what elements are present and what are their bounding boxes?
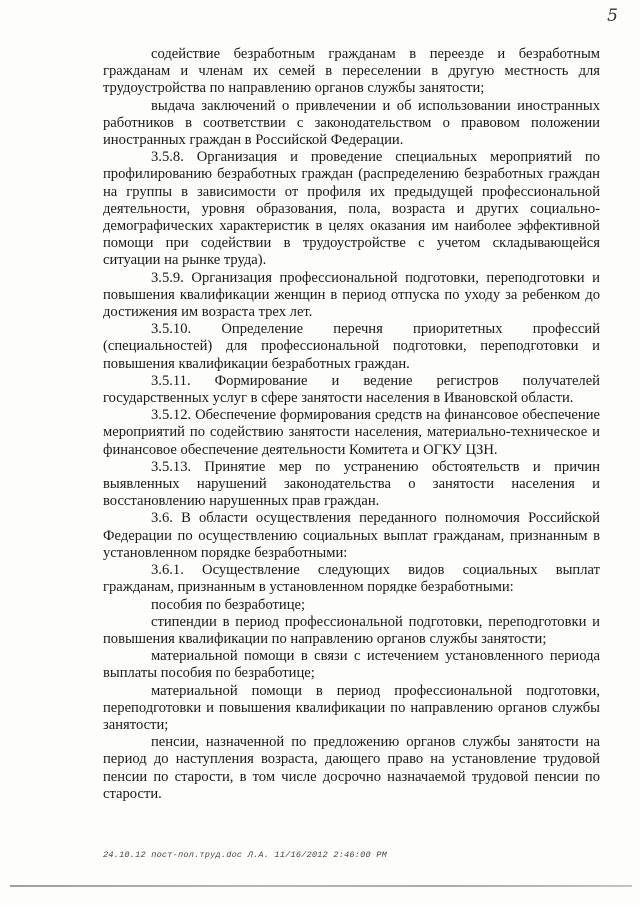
paragraph: материальной помощи в период профессиональной подготовки, переподготовки и повышения квалификации по направлению органов службы занятости;: [103, 682, 600, 733]
paragraph: стипендии в период профессиональной подготовки, переподготовки и повышения квалификации по направлению органов службы занятости;: [103, 613, 600, 647]
paragraph: 3.5.10. Определение перечня приоритетных профессий (специальностей) для профессиональной подготовки, переподготовки и повышения квалификации безработных граждан.: [103, 321, 600, 372]
page-number: 5: [607, 6, 618, 26]
paragraph: материальной помощи в связи с истечением установленного периода выплаты пособия по безработице;: [103, 648, 600, 682]
paragraph: 3.5.8. Организация и проведение специальных мероприятий по профилированию безработных граждан (распределению безработных граждан на группы в зависимости от профиля их предыдущей профессиональной деятельности, уровня образования, пола, возраста и других социально-демографических характеристик в целях оказания им наиболее эффективной помощи при содействии в трудоустройстве с учетом складывающейся ситуации на рынке труда).: [103, 149, 600, 269]
paragraph: выдача заключений о привлечении и об использовании иностранных работников в соответствии с законодательством о правовом положении иностранных граждан в Российской Федерации.: [103, 97, 600, 149]
paragraph: пособия по безработице;: [151, 596, 306, 613]
paragraph: 3.5.13. Принятие мер по устранению обстоятельств и причин выявленных нарушений законодательства о занятости населения и восстановлению нарушенных прав граждан.: [103, 458, 600, 510]
paragraph: 3.5.12. Обеспечение формирования средств на финансовое обеспечение мероприятий по содействию занятости населения, материально-техническое и финансовое обеспечение деятельности Комитета и ОГКУ ЦЗН.: [103, 407, 600, 458]
paragraph: пенсии, назначенной по предложению органов службы занятости на период до наступления возраста, дающего право на установление трудовой пенсии по старости, в том числе досрочно назначаемой трудовой пенсии по старости.: [103, 734, 600, 802]
paragraph: 3.6. В области осуществления переданного полномочия Российской Федерации по осуществлению социальных выплат гражданам, признанным в установленном порядке безработными:: [103, 510, 600, 561]
scan-edge-divider: [10, 885, 632, 887]
footer-file-stamp: 24.10.12 пост-пол.труд.doc Л.А. 11/16/2012 2:46:00 PM: [103, 850, 387, 860]
paragraph: 3.5.11. Формирование и ведение регистров получателей государственных услуг в сфере занятости населения в Ивановской области.: [103, 372, 600, 407]
document-body: [103, 46, 600, 803]
paragraph: 3.5.9. Организация профессиональной подготовки, переподготовки и повышения квалификации женщин в период отпуска по уходу за ребенком до достижения им возраста трех лет.: [103, 269, 600, 321]
paragraph: 3.6.1. Осуществление следующих видов социальных выплат гражданам, признанным в установленном порядке безработными:: [103, 562, 600, 596]
paragraph: содействие безработным гражданам в переезде и безработным гражданам и членам их семей в переселении в другую местность для трудоустройства по направлению органов службы занятости;: [103, 46, 600, 97]
